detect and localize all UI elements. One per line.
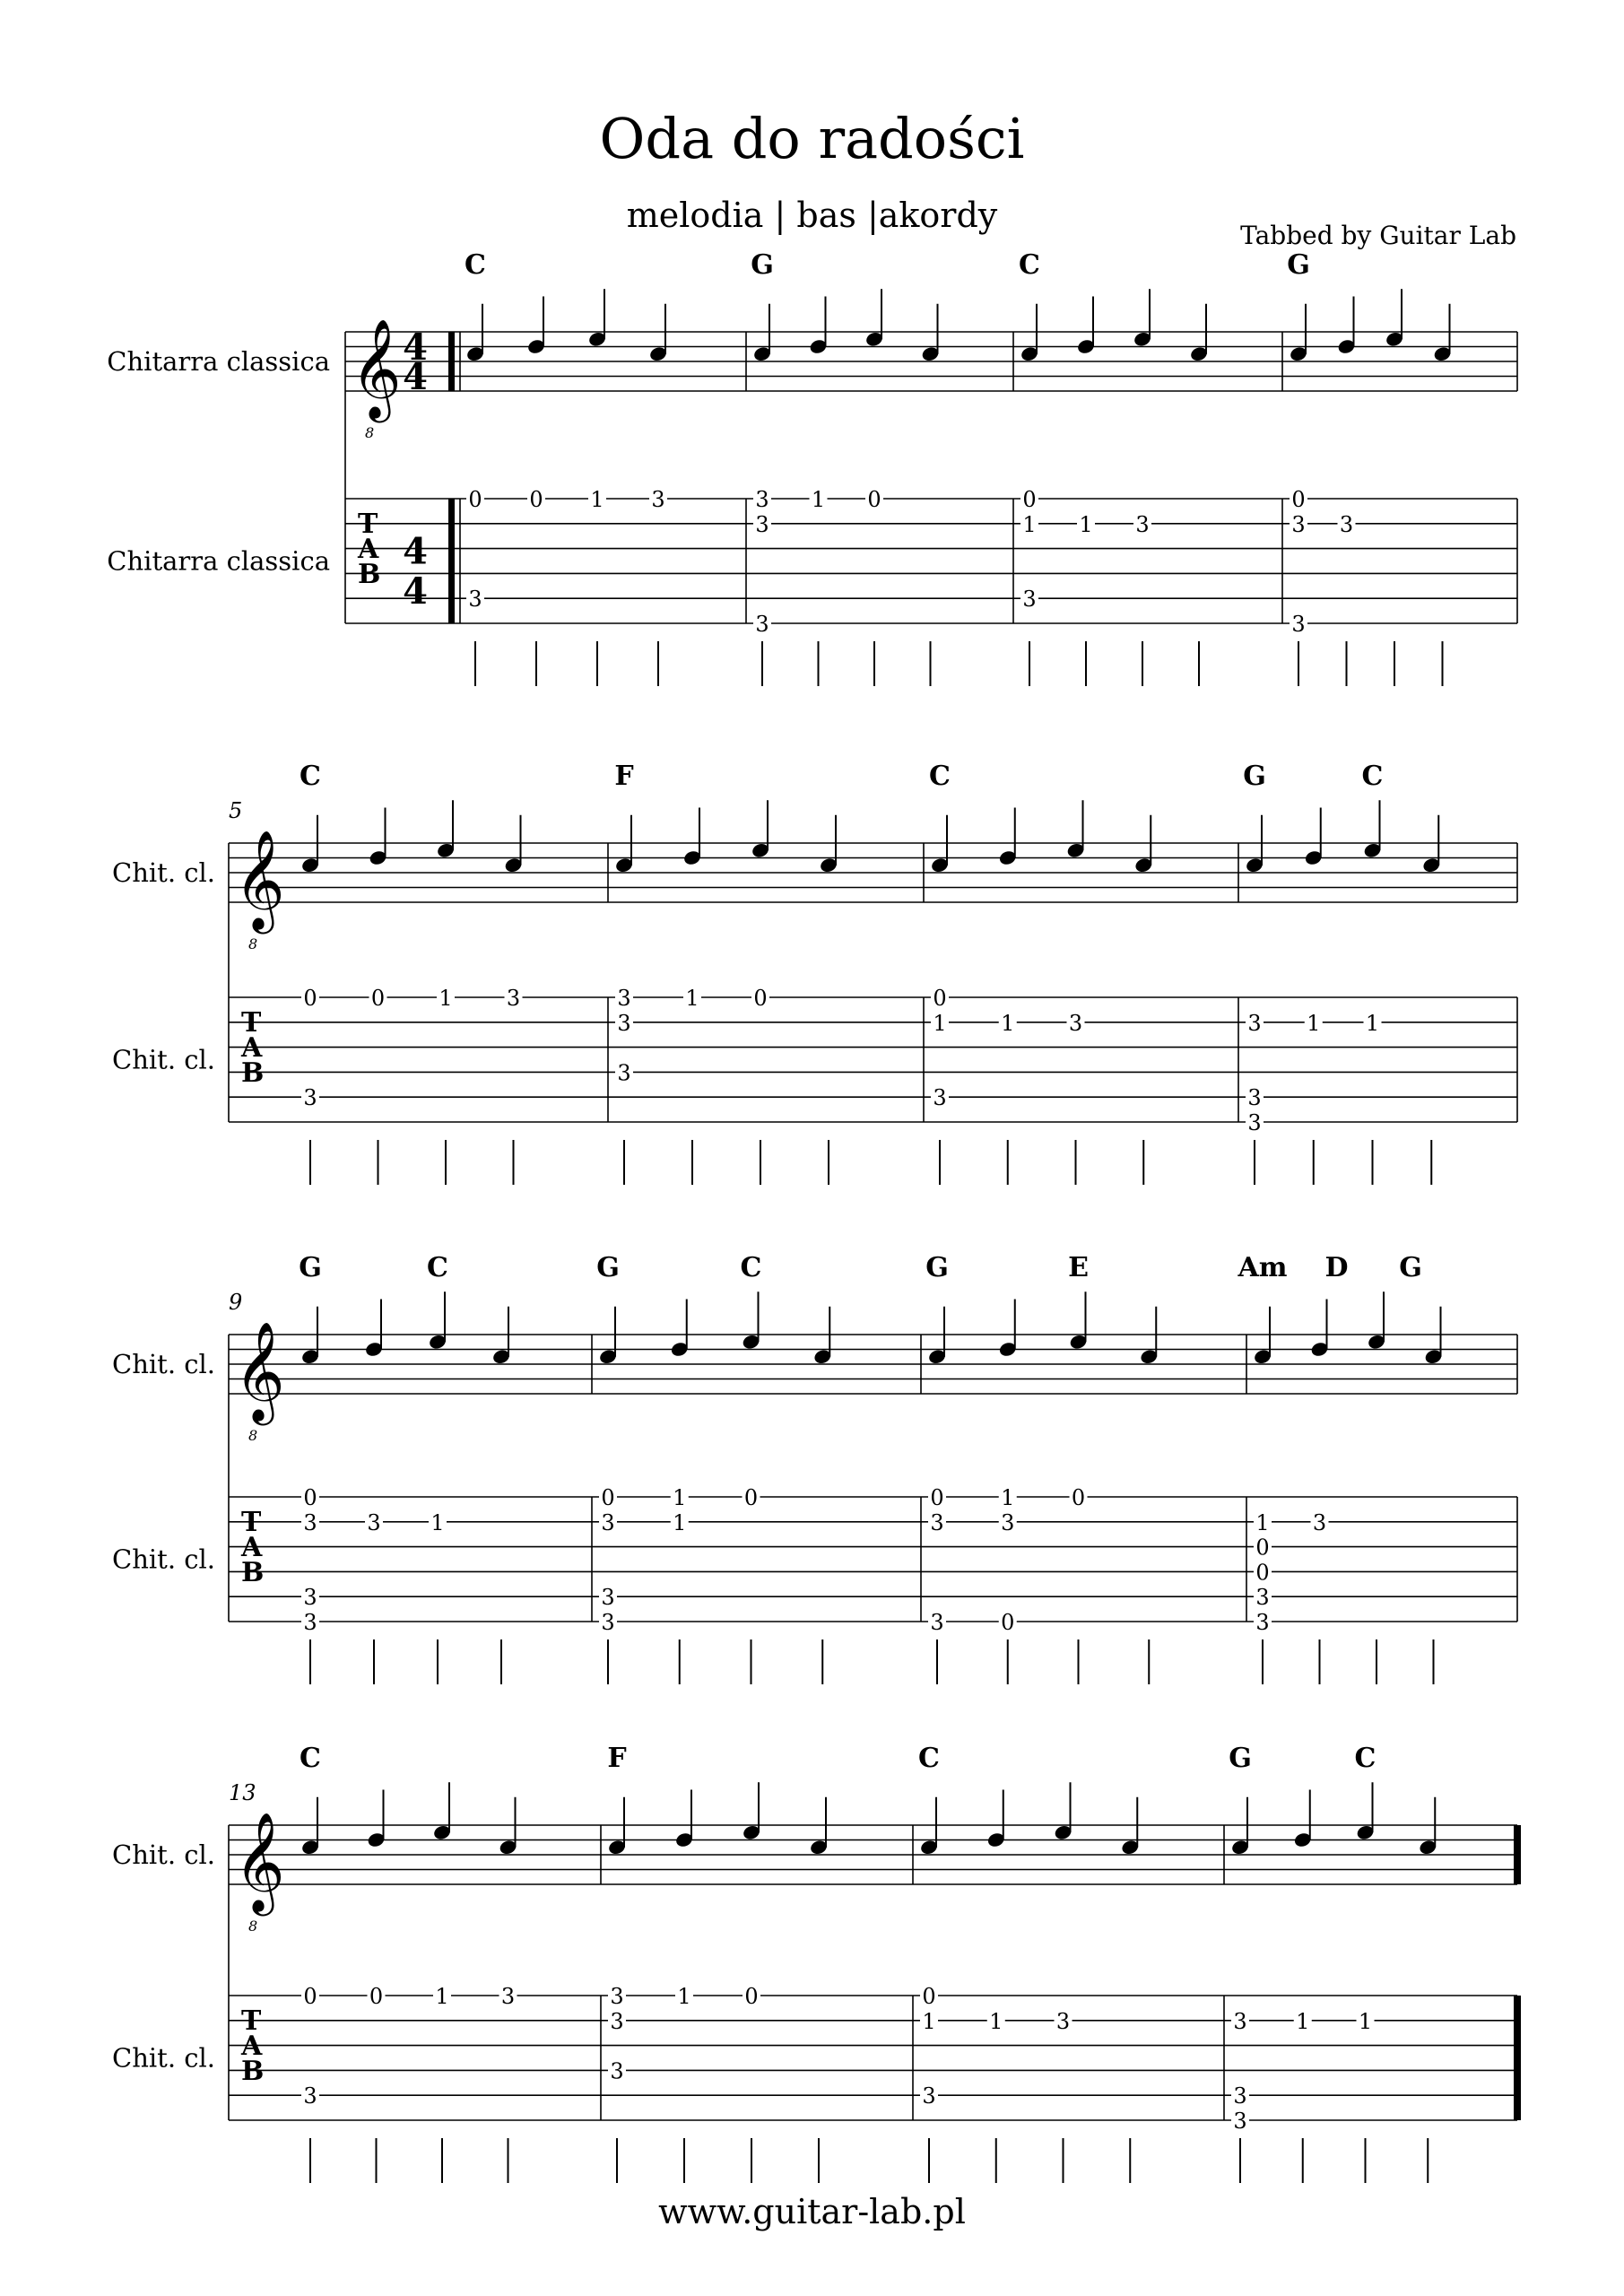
tab-fret-number: 3	[610, 2008, 624, 2034]
tab-fret-number: 0	[1001, 1610, 1015, 1635]
tab-fret-number: 3	[930, 1509, 944, 1535]
tab-fret-number: 3	[1255, 1585, 1270, 1611]
chord-symbol: G	[1287, 249, 1310, 281]
tab-fret-number: 1	[685, 986, 699, 1011]
tab-fret-number: 0	[922, 1984, 936, 2009]
page-subtitle: melodia | bas |akordy	[626, 196, 998, 235]
tab-fret-number: 3	[1233, 2008, 1247, 2034]
tab-fret-number: 0	[744, 1984, 759, 2009]
chord-symbol: G	[596, 1252, 620, 1283]
tab-fret-number: 0	[468, 487, 482, 512]
tab-fret-number: 3	[1233, 2083, 1247, 2109]
tab-clef-letter: T	[358, 509, 378, 540]
tab-fret-number: 3	[610, 1984, 624, 2009]
tab-clef-letter: A	[241, 1532, 263, 1563]
chord-symbol: E	[1068, 1252, 1089, 1283]
tab-fret-number: 1	[435, 1984, 449, 2009]
chord-symbol: F	[607, 1743, 627, 1774]
treble-clef-icon: 𝄞	[234, 1811, 285, 1912]
tab-fret-number: 0	[303, 986, 317, 1011]
tab-fret-number: 3	[1255, 1610, 1270, 1635]
treble-clef-icon: 𝄞	[234, 1320, 285, 1422]
measure-number: 5	[229, 798, 243, 823]
tab-fret-number: 3	[601, 1610, 615, 1635]
page-title: Oda do radości	[599, 106, 1025, 171]
tab-clef-letter: T	[241, 2005, 262, 2037]
treble-clef-icon: 𝄞	[351, 317, 402, 419]
tab-fret-number: 3	[601, 1585, 615, 1611]
chord-symbol: C	[918, 1743, 940, 1774]
chord-symbol: G	[1399, 1252, 1422, 1283]
tab-fret-number: 3	[930, 1610, 944, 1635]
tab-fret-number: 3	[617, 1060, 631, 1086]
tab-clef-letter: A	[241, 1032, 263, 1064]
tab-fret-number: 3	[500, 1984, 516, 2009]
tab-fret-number: 3	[1068, 1010, 1083, 1036]
tab-fret-number: 3	[651, 487, 665, 512]
tab-clef-letter: B	[241, 2056, 265, 2087]
tab-fret-number: 1	[1001, 1485, 1015, 1510]
tab-clef-letter: B	[241, 1057, 265, 1089]
octave-eight: 8	[248, 1918, 258, 1935]
tab-fret-number: 3	[1247, 1010, 1262, 1036]
tab-fret-number: 0	[1255, 1535, 1270, 1561]
tab-fret-number: 3	[755, 612, 769, 637]
instrument-label-staff: Chit. cl.	[112, 1349, 215, 1379]
tab-fret-number: 3	[1135, 511, 1150, 537]
tab-clef-letter: T	[241, 1007, 262, 1039]
tab-fret-number: 0	[1071, 1485, 1086, 1510]
tab-fret-number: 0	[753, 986, 768, 1011]
time-signature-bottom: 4	[403, 356, 428, 398]
tab-credit: Tabbed by Guitar Lab	[1240, 221, 1516, 250]
tab-fret-number: 3	[303, 2083, 317, 2109]
tab-fret-number: 3	[617, 1010, 631, 1036]
tab-fret-number: 0	[1291, 487, 1306, 512]
chord-symbol: C	[300, 1743, 321, 1774]
tab-fret-number: 1	[677, 1984, 691, 2009]
tab-clef-letter: B	[358, 559, 381, 590]
tab-fret-number: 1	[1358, 2008, 1373, 2034]
tab-fret-number: 1	[1001, 1010, 1015, 1036]
end-repeat-thick-bar	[1514, 1825, 1521, 1884]
octave-eight: 8	[365, 424, 375, 441]
tab-fret-number: 3	[506, 986, 521, 1011]
tab-fret-number: 3	[1055, 2008, 1071, 2034]
tab-fret-number: 3	[1233, 2109, 1247, 2134]
tab-fret-number: 0	[1255, 1560, 1270, 1586]
tab-fret-number: 0	[303, 1485, 317, 1510]
instrument-label-tab: Chit. cl.	[112, 1544, 215, 1575]
treble-clef-icon: 𝄞	[234, 829, 285, 930]
tab-fret-number: 3	[303, 1509, 317, 1535]
tab-fret-number: 1	[1296, 2008, 1310, 2034]
chord-symbol: G	[299, 1252, 322, 1283]
tab-fret-number: 0	[601, 1485, 615, 1510]
tab-fret-number: 1	[1022, 511, 1037, 537]
tab-fret-number: 3	[367, 1509, 381, 1535]
instrument-label-staff: Chitarra classica	[107, 346, 330, 377]
chord-symbol: G	[1243, 761, 1266, 792]
tab-fret-number: 0	[303, 1984, 317, 2009]
tab-fret-number: 3	[1022, 587, 1037, 613]
tab-fret-number: 0	[1022, 487, 1037, 512]
tab-fret-number: 3	[617, 986, 631, 1011]
tab-fret-number: 3	[755, 511, 769, 537]
tab-fret-number: 3	[1339, 511, 1354, 537]
tab-fret-number: 1	[590, 487, 604, 512]
tab-fret-number: 3	[1291, 612, 1306, 637]
repeat-thick-bar	[448, 499, 455, 623]
tab-fret-number: 3	[468, 587, 482, 613]
instrument-label-tab: Chit. cl.	[112, 1044, 215, 1075]
tab-time-signature-bottom: 4	[403, 570, 428, 613]
chord-symbol: D	[1324, 1252, 1349, 1283]
chord-symbol: C	[1354, 1743, 1376, 1774]
tab-fret-number: 3	[755, 487, 769, 512]
repeat-thick-bar	[448, 332, 455, 391]
end-repeat-thick-bar	[1514, 1996, 1521, 2120]
octave-eight: 8	[248, 935, 258, 952]
tab-fret-number: 0	[867, 487, 881, 512]
octave-eight: 8	[248, 1427, 258, 1444]
tab-fret-number: 3	[922, 2083, 936, 2109]
chord-symbol: G	[925, 1252, 949, 1283]
chord-symbol: C	[1019, 249, 1040, 281]
chord-symbol: C	[1361, 761, 1384, 792]
chord-symbol: Am	[1238, 1252, 1288, 1283]
tab-fret-number: 1	[933, 1010, 947, 1036]
tab-fret-number: 0	[369, 1984, 384, 2009]
tab-fret-number: 1	[673, 1485, 687, 1510]
tab-fret-number: 3	[1312, 1509, 1327, 1535]
instrument-label-tab: Chit. cl.	[112, 2042, 215, 2074]
tab-fret-number: 0	[529, 487, 543, 512]
chord-symbol: C	[465, 249, 486, 281]
tab-fret-number: 1	[922, 2008, 936, 2034]
tab-time-signature-top: 4	[403, 530, 428, 573]
tab-fret-number: 1	[989, 2008, 1003, 2034]
tab-fret-number: 3	[303, 1585, 317, 1611]
tab-clef-letter: A	[241, 2031, 263, 2062]
tab-fret-number: 1	[811, 487, 826, 512]
chord-symbol: G	[751, 249, 774, 281]
instrument-label-staff: Chit. cl.	[112, 857, 215, 888]
tab-clef-letter: T	[241, 1507, 262, 1538]
tab-fret-number: 1	[673, 1509, 687, 1535]
chord-symbol: C	[740, 1252, 762, 1283]
footer-url: www.guitar-lab.pl	[658, 2192, 966, 2231]
measure-number: 13	[229, 1780, 256, 1805]
tab-fret-number: 0	[370, 986, 386, 1011]
time-signature-top: 4	[403, 326, 428, 369]
tab-fret-number: 0	[930, 1485, 944, 1510]
tab-fret-number: 1	[1307, 1010, 1321, 1036]
tab-fret-number: 3	[1001, 1509, 1015, 1535]
tab-fret-number: 3	[610, 2058, 624, 2084]
tab-fret-number: 3	[1247, 1085, 1262, 1111]
tab-fret-number: 3	[1247, 1110, 1262, 1135]
measure-number: 9	[229, 1290, 243, 1315]
chord-symbol: C	[427, 1252, 448, 1283]
tab-fret-number: 3	[601, 1509, 615, 1535]
chord-symbol: G	[1229, 1743, 1252, 1774]
chord-symbol: C	[929, 761, 951, 792]
tab-fret-number: 3	[1291, 511, 1306, 537]
tab-fret-number: 1	[1255, 1509, 1270, 1535]
tab-fret-number: 0	[933, 986, 947, 1011]
tab-fret-number: 1	[1365, 1010, 1380, 1036]
tab-fret-number: 1	[1079, 511, 1093, 537]
tab-fret-number: 3	[933, 1085, 947, 1111]
instrument-label-staff: Chit. cl.	[112, 1839, 215, 1870]
instrument-label-tab: Chitarra classica	[107, 545, 330, 577]
tab-clef-letter: B	[241, 1557, 265, 1588]
tab-fret-number: 1	[439, 986, 453, 1011]
chord-symbol: F	[614, 761, 634, 792]
tab-fret-number: 0	[743, 1485, 759, 1510]
tab-clef-letter: A	[358, 534, 379, 565]
tab-fret-number: 3	[303, 1085, 317, 1111]
tab-fret-number: 3	[303, 1610, 317, 1635]
tab-fret-number: 1	[430, 1509, 445, 1535]
chord-symbol: C	[300, 761, 321, 792]
